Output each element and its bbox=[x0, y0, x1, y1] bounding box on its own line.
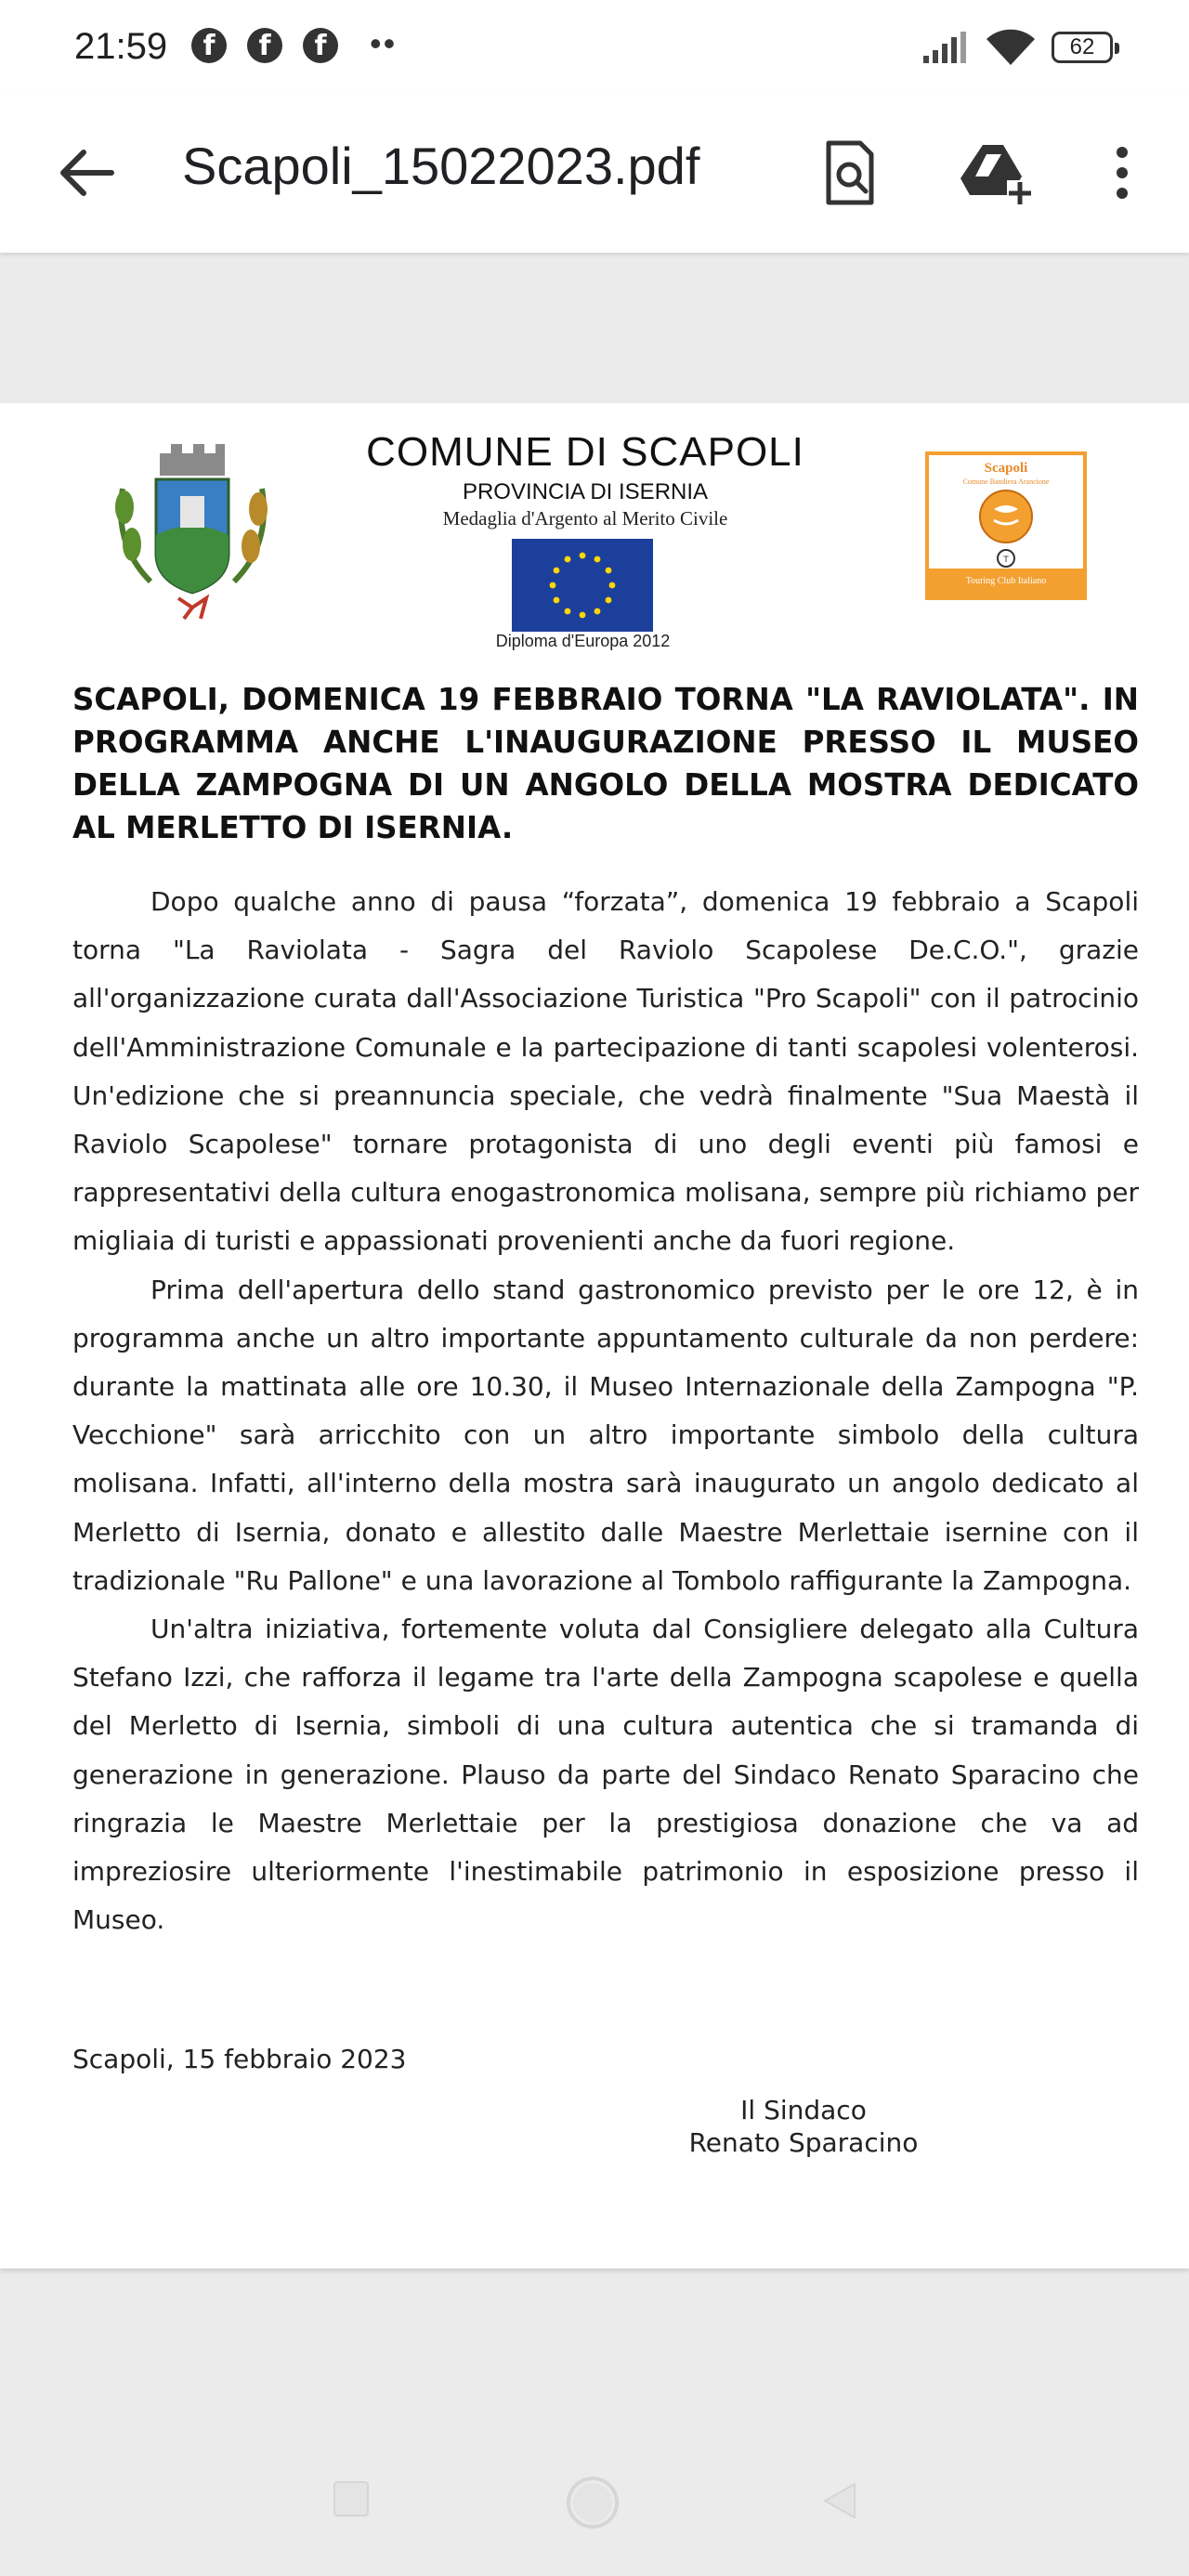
home-circle-icon[interactable] bbox=[565, 2475, 621, 2530]
release-date: Scapoli, 15 febbraio 2023 bbox=[72, 2044, 407, 2074]
facebook-icon: f bbox=[247, 28, 282, 63]
recents-square-icon[interactable] bbox=[333, 2480, 370, 2517]
letterhead bbox=[353, 429, 817, 530]
badge-title: Scapoli bbox=[984, 461, 1028, 476]
press-release-headline: SCAPOLI, DOMENICA 19 FEBBRAIO TORNA "LA RAVIOLATA". IN PROGRAMMA ANCHE L'INAUGURAZIONE PRESSO IL MUSEO DELLA ZAMPOGNA DI UN ANGOLO DELLA MOSTRA DEDICATO AL MERLETTO DI ISERNIA. bbox=[72, 682, 1139, 845]
more-vert-icon[interactable] bbox=[1083, 134, 1161, 212]
municipality-name: COMUNE DI SCAPOLI bbox=[366, 429, 804, 475]
add-to-drive-icon[interactable] bbox=[957, 134, 1035, 212]
body-paragraph: Prima dell'apertura dello stand gastronomico previsto per le ore 12, è in programma anche un altro importante appuntamento culturale da non perdere: durante la mattinata alle ore 10.30, il Museo Internazionale della Zampogna "P. Vecchione" sarà arricchito con un altro importante simbolo della cultura molisana. Infatti, all'interno della mostra sarà inaugurato un angolo dedicato al Merletto di Isernia, donato e allestito dalle Maestre Merlettaie isernine con il tradizionale "Ru Pallone" e una lavorazione al Tombolo raffigurante la Zampogna. bbox=[72, 1274, 1139, 1596]
badge-subtitle: Comune Bandiera Arancione bbox=[962, 477, 1050, 486]
document-title: Scapoli_15022023.pdf bbox=[182, 137, 700, 195]
badge-footer: Touring Club Italiano bbox=[965, 576, 1047, 586]
province-name: PROVINCIA DI ISERNIA bbox=[462, 479, 709, 504]
wifi-icon bbox=[985, 28, 1037, 67]
signal-icon bbox=[921, 32, 968, 65]
eu-flag-icon bbox=[512, 539, 653, 632]
orange-flag-emblem-icon bbox=[977, 489, 1035, 544]
search-document-icon[interactable] bbox=[810, 134, 888, 212]
back-triangle-icon[interactable] bbox=[819, 2480, 860, 2521]
medal-caption: Medaglia d'Argento al Merito Civile bbox=[442, 507, 728, 530]
coat-of-arms-icon bbox=[104, 442, 281, 628]
status-time: 21:59 bbox=[74, 26, 168, 67]
body-paragraph: Un'altra iniziativa, fortemente voluta dal Consigliere delegato alla Cultura Stefano Izzi, che rafforza il legame tra l'arte della Zampogna scapolese e quella del Merletto di Isernia, simboli di una cultura autentica che si tramanda di generazione in generazione. Plauso da parte del Sindaco Renato Sparacino che ringrazia le Maestre Merlettaie per la prestigiosa donazione che va ad impreziosire ulteriormente l'inestimabile patrimonio in esposizione presso il Museo. bbox=[72, 1614, 1139, 1936]
status-bar bbox=[0, 0, 1189, 93]
signature-block bbox=[650, 2094, 957, 2159]
back-arrow-icon[interactable] bbox=[52, 137, 123, 208]
svg-text:T: T bbox=[1003, 556, 1009, 565]
signature-role: Il Sindaco bbox=[740, 2095, 867, 2125]
press-release-body bbox=[72, 878, 1139, 1944]
badge-footer-band bbox=[929, 569, 1083, 596]
more-notifications-indicator: •• bbox=[370, 24, 398, 62]
body-paragraph: Dopo qualche anno di pausa “forzata”, domenica 19 febbraio a Scapoli torna "La Raviolata - Sagra del Raviolo Scapolese De.C.O.", grazie all'organizzazione curata dall'Associazione Turistica "Pro Scapoli" con il patrocinio dell'Amministrazione Comunale e la partecipazione di tanti scapolesi volenterosi. Un'edizione che si preannuncia speciale, che vedrà finalmente "Sua Maestà il Raviolo Scapolese" tornare protagonista di uno degli eventi più famosi e rappresentativi della cultura enogastronomica molisana, sempre più richiamo per migliaia di turisti e appassionati provenienti anche da fuori regione. bbox=[72, 886, 1139, 1257]
orange-flag-badge bbox=[925, 451, 1087, 600]
facebook-icon: f bbox=[191, 28, 227, 63]
tci-logo-icon bbox=[996, 548, 1016, 569]
facebook-icon: f bbox=[303, 28, 338, 63]
battery-icon: 62 bbox=[1052, 32, 1113, 63]
app-toolbar bbox=[0, 93, 1189, 253]
system-nav-bar bbox=[0, 2452, 1189, 2545]
signature-name: Renato Sparacino bbox=[688, 2127, 919, 2158]
diploma-caption: Diploma d'Europa 2012 bbox=[495, 632, 671, 650]
